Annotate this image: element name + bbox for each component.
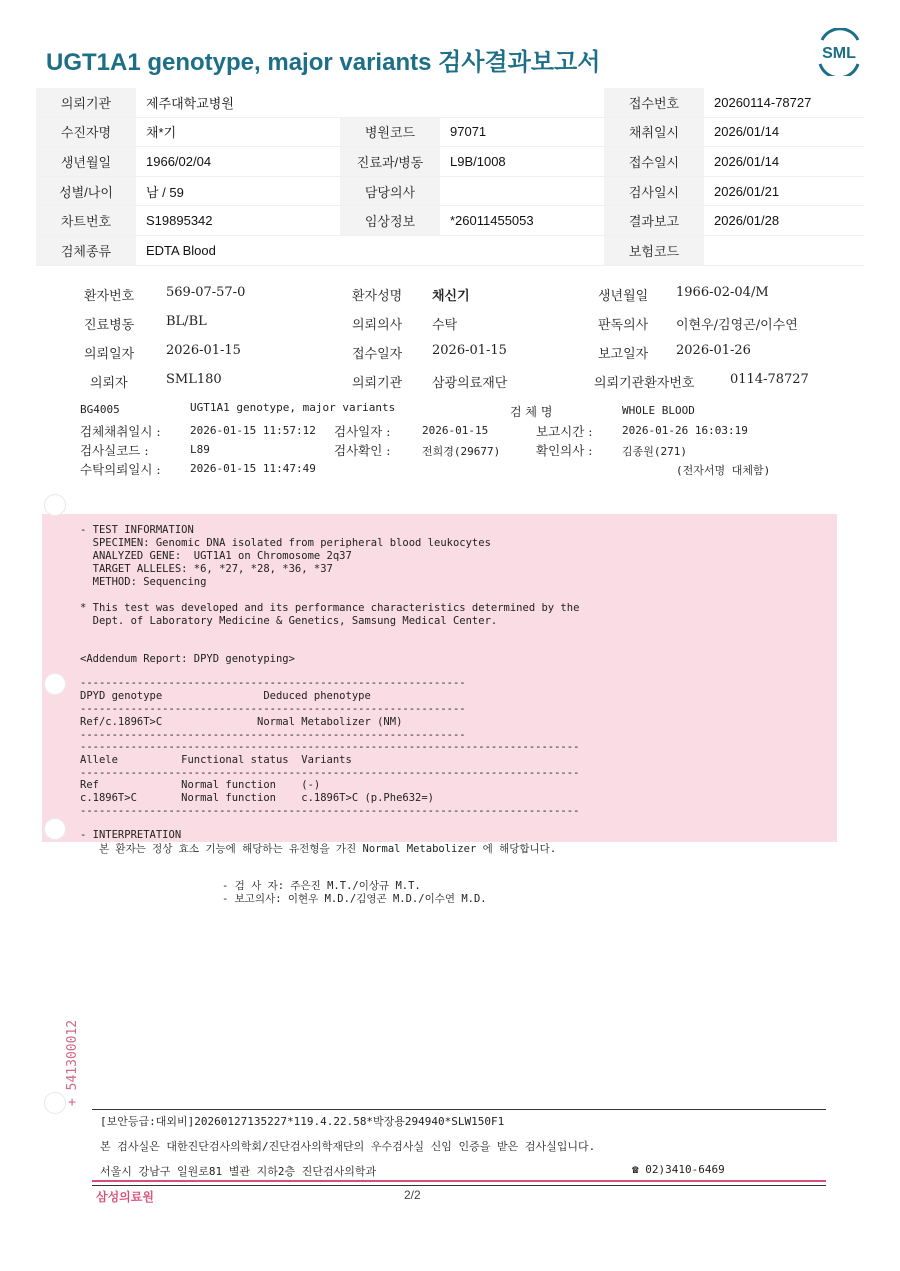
footer-divider (92, 1109, 826, 1110)
punch-hole (44, 673, 66, 695)
reading-doctor-value: 이현우/김영곤/이수연 (676, 318, 798, 333)
value-institution: 제주대학교병원 (136, 88, 340, 117)
label-test-date: 검사일시 (604, 176, 704, 206)
value-doctor (440, 176, 604, 206)
report-time-label: 보고시간 : (536, 424, 593, 439)
reading-doctor-label: 판독의사 (598, 318, 649, 333)
interpretation-heading: - INTERPRETATION (80, 829, 182, 841)
lab-code-value: L89 (190, 443, 210, 456)
value-clinical-info: *26011455053 (440, 206, 604, 236)
requesting-doctor-value: 수탁 (432, 318, 458, 333)
patient-dob-value: 1966-02-04/M (676, 285, 769, 300)
request-date-label: 의뢰일자 (84, 347, 135, 362)
hospital-logo-text: 삼성의료원 (96, 1190, 154, 1204)
label-department: 진료과/병동 (340, 147, 440, 177)
table-divider: ------------------------------------------------------------- (80, 677, 466, 689)
label-sex-age: 성별/나이 (36, 176, 136, 206)
svg-text:+ 541300012: + 541300012 (65, 1019, 80, 1106)
institution-patient-no-value: 0114-78727 (730, 372, 809, 387)
test-date-value: 2026-01-15 (422, 424, 489, 437)
footer-divider (92, 1185, 826, 1186)
label-receipt-date: 접수일시 (604, 147, 704, 177)
receive-date-label: 접수일자 (352, 347, 403, 362)
patient-name-label: 환자성명 (352, 289, 403, 304)
institution-patient-no-label: 의뢰기관환자번호 (594, 376, 695, 391)
value-receipt-no: 20260114-78727 (704, 88, 864, 117)
table-divider: ------------------------------------------------------------------------------- (80, 805, 580, 817)
request-date-value: 2026-01-15 (166, 343, 241, 358)
patient-id-label: 환자번호 (84, 289, 135, 304)
collection-datetime-label: 검체채취일시 : (80, 424, 161, 439)
method-line: METHOD: Sequencing (80, 576, 207, 588)
label-clinical-info: 임상정보 (340, 206, 440, 236)
allele-table-row: Ref Normal function (-) (80, 779, 321, 791)
ward-value: BL/BL (166, 314, 207, 329)
page-number: 2/2 (404, 1188, 421, 1202)
label-chart-no: 차트번호 (36, 206, 136, 236)
requester-value: SML180 (166, 372, 222, 387)
info-row (36, 147, 864, 177)
footer-accent-line (92, 1180, 826, 1182)
value-test-date: 2026/01/21 (704, 176, 864, 206)
value-hospital-code: 97071 (440, 117, 604, 147)
value-collection-date: 2026/01/14 (704, 117, 864, 147)
label-doctor: 담당의사 (340, 176, 440, 206)
test-info-heading: - TEST INFORMATION (80, 524, 194, 536)
info-row (36, 117, 864, 147)
requesting-doctor-label: 의뢰의사 (352, 318, 403, 333)
table-divider: ------------------------------------------------------------- (80, 703, 466, 715)
info-row (36, 176, 864, 206)
lab-code-label: 검사실코드 : (80, 443, 149, 458)
table-divider: ------------------------------------------------------------------------------- (80, 741, 580, 753)
requesting-institution-label: 의뢰기관 (352, 376, 403, 391)
target-alleles-line: TARGET ALLELES: *6, *27, *28, *36, *37 (80, 563, 333, 575)
test-confirm-label: 검사확인 : (334, 443, 391, 458)
value-result-report: 2026/01/28 (704, 206, 864, 236)
receive-date-value: 2026-01-15 (432, 343, 507, 358)
value-chart-no: S19895342 (136, 206, 340, 236)
disclaimer-line: * This test was developed and its performance characteristics determined by the (80, 602, 580, 614)
address-line: 서울시 강남구 일원로81 별관 지하2층 진단검사의학과 (100, 1165, 377, 1178)
security-line: [보안등급:대외비]20260127135227*119.4.22.58*박장용294940*SLW150F1 (100, 1115, 505, 1128)
patient-name-value: 채신기 (432, 289, 470, 304)
label-patient-name: 수진자명 (36, 117, 136, 147)
label-birth-date: 생년월일 (36, 147, 136, 177)
dpyd-table-header: DPYD genotype Deduced phenotype (80, 690, 371, 702)
sml-logo (812, 28, 866, 76)
side-serial-number (46, 984, 98, 1110)
requester-label: 의뢰자 (90, 376, 128, 391)
consign-datetime-value: 2026-01-15 11:47:49 (190, 462, 316, 475)
test-confirm-value: 전희경(29677) (422, 445, 501, 458)
report-title: UGT1A1 genotype, major variants 검사결과보고서 (46, 49, 601, 76)
addendum-heading: <Addendum Report: DPYD genotyping> (80, 653, 295, 665)
label-collection-date: 채취일시 (604, 117, 704, 147)
table-divider: ------------------------------------------------------------------------------- (80, 767, 580, 779)
info-row (36, 206, 864, 236)
label-result-report: 결과보고 (604, 206, 704, 236)
test-code: BG4005 (80, 403, 120, 416)
confirm-doctor-label: 확인의사 : (536, 443, 593, 458)
info-table (36, 88, 864, 266)
value-receipt-date: 2026/01/14 (704, 147, 864, 177)
report-date-value: 2026-01-26 (676, 343, 751, 358)
value-sex-age: 남 / 59 (136, 176, 340, 206)
consign-datetime-label: 수탁의뢰일시 : (80, 462, 161, 477)
ward-label: 진료병동 (84, 318, 135, 333)
confirm-doctor-value: 김종원(271) (622, 445, 687, 458)
requesting-institution-value: 삼광의료재단 (432, 376, 508, 391)
logo-text: SML (822, 45, 856, 62)
label-hospital-code: 병원코드 (340, 117, 440, 147)
test-date-label: 검사일자 : (334, 424, 391, 439)
allele-table-row: c.1896T>C Normal function c.1896T>C (p.Phe632=) (80, 792, 435, 804)
label-insurance-code: 보험코드 (604, 235, 704, 265)
specimen-line: SPECIMEN: Genomic DNA isolated from peripheral blood leukocytes (80, 537, 491, 549)
electronic-signature-note: (전자서명 대체함) (676, 464, 771, 477)
dpyd-table-row: Ref/c.1896T>C Normal Metabolizer (NM) (80, 716, 403, 728)
value-birth-date: 1966/02/04 (136, 147, 340, 177)
punch-hole (44, 818, 66, 840)
specimen-name-label: 검 체 명 (510, 405, 553, 419)
reporting-doctor-line: - 보고의사: 이현우 M.D./김영곤 M.D./이수연 M.D. (222, 893, 487, 905)
specimen-name-value: WHOLE BLOOD (622, 404, 695, 417)
table-divider: ------------------------------------------------------------- (80, 729, 466, 741)
patient-id-value: 569-07-57-0 (166, 285, 246, 300)
interpretation-text: 본 환자는 정상 효소 기능에 해당하는 유전형을 가진 Normal Metabolizer 에 해당합니다. (80, 843, 557, 855)
info-row (36, 235, 864, 265)
analyzed-gene-line: ANALYZED GENE: UGT1A1 on Chromosome 2q37 (80, 550, 352, 562)
value-department: L9B/1008 (440, 147, 604, 177)
phone-line: ☎ 02)3410-6469 (632, 1163, 725, 1176)
allele-table-header: Allele Functional status Variants (80, 754, 352, 766)
label-receipt-no: 접수번호 (604, 88, 704, 117)
info-row (36, 88, 864, 117)
report-time-value: 2026-01-26 16:03:19 (622, 424, 748, 437)
value-insurance-code (704, 235, 864, 265)
certification-line: 본 검사실은 대한진단검사의학회/진단검사의학재단의 우수검사실 신임 인증을 받은 검사실입니다. (100, 1140, 596, 1153)
patient-dob-label: 생년월일 (598, 289, 649, 304)
collection-datetime-value: 2026-01-15 11:57:12 (190, 424, 316, 437)
report-date-label: 보고일자 (598, 347, 649, 362)
value-specimen-type: EDTA Blood (136, 235, 340, 265)
test-name: UGT1A1 genotype, major variants (190, 401, 396, 414)
value-patient-name: 채*기 (136, 117, 340, 147)
label-institution: 의뢰기관 (36, 88, 136, 117)
disclaimer-line: Dept. of Laboratory Medicine & Genetics, Samsung Medical Center. (80, 615, 498, 627)
label-specimen-type: 검체종류 (36, 235, 136, 265)
punch-hole (44, 494, 66, 516)
technician-line: - 검 사 자: 주은진 M.T./이상규 M.T. (222, 880, 421, 892)
